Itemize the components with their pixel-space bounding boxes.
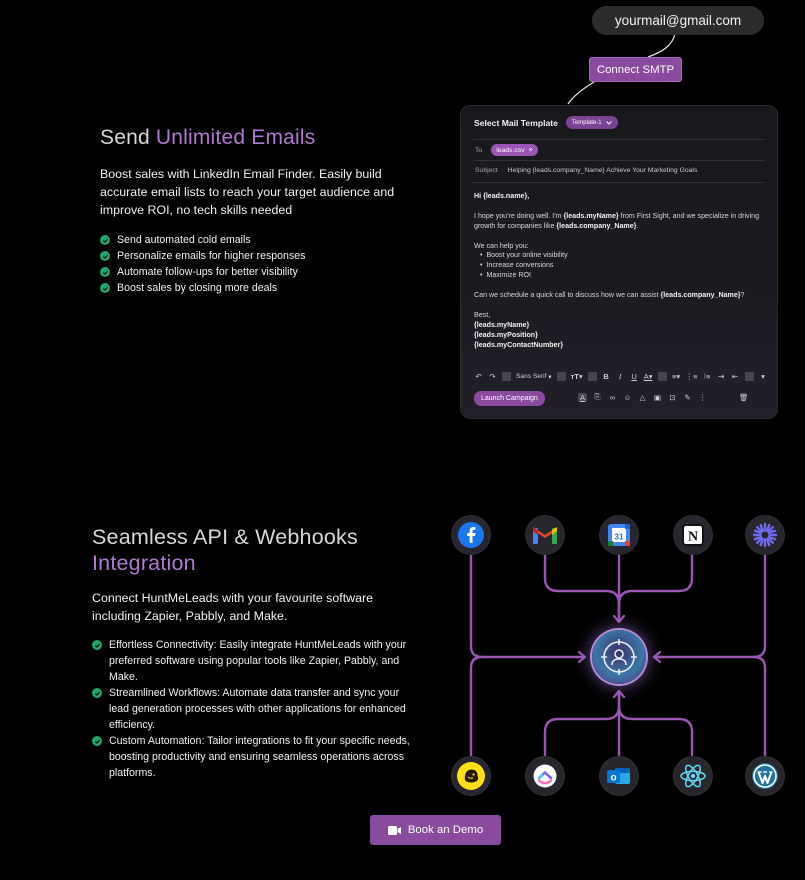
composer-title: Select Mail Template [474,117,558,128]
bold-icon[interactable]: B [603,372,609,381]
outdent-icon[interactable]: ⇤ [731,372,739,381]
launch-campaign-button[interactable]: Launch Campaign [474,391,545,406]
pen-icon[interactable]: ✎ [684,392,691,402]
underline-icon[interactable]: U [631,372,637,381]
wordpress-icon [746,757,784,795]
list-item: Automate follow-ups for better visibility [100,264,420,280]
sunburst-icon [746,516,784,554]
more-vert-icon[interactable]: ⋮ [698,392,707,402]
mailchimp-icon [452,757,490,795]
image-icon[interactable]: ▣ [653,392,662,402]
lock-icon[interactable]: ⊡ [669,392,676,402]
clickup-icon [526,757,564,795]
video-camera-icon [388,826,401,835]
attachment-icon[interactable]: ⎘ [594,392,601,401]
text-color-icon[interactable]: A▾ [643,372,653,381]
list-item: Personalize emails for higher responses [100,248,420,264]
text-format-icon[interactable]: A [580,392,586,402]
drive-icon[interactable]: △ [639,392,646,402]
react-icon [674,757,712,795]
google-calendar-icon [600,516,638,554]
notion-icon [674,516,712,554]
emoji-icon[interactable]: ☺ [623,392,632,402]
outlook-icon [600,757,638,795]
indent-icon[interactable]: ⇥ [717,372,725,381]
gmail-icon [526,516,564,554]
api-section-title: Seamless API & Webhooks Integration [92,525,358,575]
template-select[interactable]: Template-1 [566,116,618,129]
list-item: Boost sales by closing more deals [100,280,420,296]
link-icon[interactable]: ∞ [609,392,616,402]
subject-label: Subject [475,167,498,174]
italic-icon[interactable]: I [618,372,622,381]
list-item: Effortless Connectivity: Easily integrate HuntMeLeads with your preferred software using popular tools like Zapier, Pabbly, and Make. [92,637,414,685]
svg-text:N: N [687,529,699,545]
ordered-list-icon[interactable]: ⋮≡ [685,372,698,381]
font-select[interactable]: Sans Serif ▾ [516,373,552,381]
api-section-description: Connect HuntMeLeads with your favourite software including Zapier, Pabbly, and Make. [92,591,373,623]
list-item: Send automated cold emails [100,232,420,248]
bullet-list-icon[interactable]: ⁝≡ [703,372,711,381]
list-item: Streamlined Workflows: Automate data transfer and sync your lead generation processes with other applications for enhanced efficiency. [92,685,414,733]
recipient-chip[interactable]: leads.csv × [491,144,537,156]
connect-smtp-button[interactable]: Connect SMTP [589,57,682,82]
close-icon[interactable]: × [528,146,533,154]
email-section-description: Boost sales with LinkedIn Email Finder. Easily build accurate email lists to reach your target audience and improve ROI, no tech skills needed [100,167,395,217]
undo-icon[interactable]: ↶ [475,372,482,381]
huntmeleads-hub [592,630,646,684]
redo-icon[interactable]: ↷ [489,372,496,381]
subject-input[interactable]: Helping {leads.company_Name} Achieve Your Marketing Goals [507,167,698,174]
email-body-editor[interactable]: Hi {leads.name}, I hope you're doing well. I'm {leads.myName} from First Sight, and we specialize in driving growth for companies like {leads.company_Name}. We can help you: • Boost your online visibility • Increase conversions • Maximize ROI Can we schedule a quick call to discuss how we can assist {leads.company_Name}? Best, {leads.myName} {leads.myPosition} {leads.myContactNumber} [474,192,760,349]
to-label: To [475,146,483,154]
more-options-icon[interactable]: ▾ [761,372,765,381]
svg-text:o: o [610,772,617,784]
align-icon[interactable]: ≡▾ [672,372,681,381]
trash-icon[interactable]: 🗑 [739,392,749,402]
book-demo-button[interactable]: Book an Demo [370,815,501,845]
email-address-pill: yourmail@gmail.com [592,6,764,35]
svg-text:31: 31 [614,532,624,542]
text-size-icon[interactable]: тT▾ [570,372,583,381]
user-target-icon [599,637,639,677]
facebook-icon [452,516,490,554]
email-section-title: Send Unlimited Emails [100,126,316,149]
list-item: Custom Automation: Tailor integrations to fit your specific needs, boosting productivity and ensuring seamless operations across platforms. [92,733,414,781]
